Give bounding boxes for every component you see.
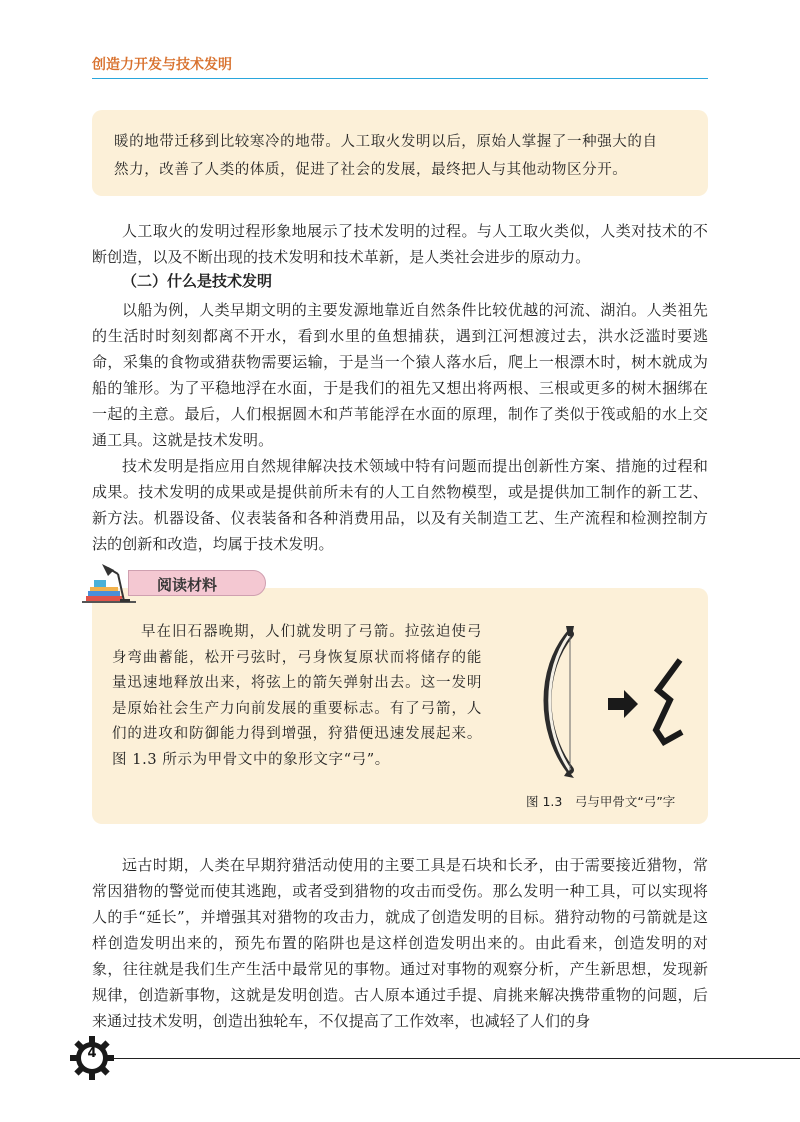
figure-caption: 图 1.3 弓与甲骨文“弓”字 xyxy=(526,794,676,809)
bow-illustration xyxy=(548,626,575,778)
reading-material-header xyxy=(80,560,280,610)
reading-paragraph: 早在旧石器晚期，人们就发明了弓箭。拉弦迫使弓身弯曲蓄能，松开弓弦时，弓身恢复原状而将储存的能量迅速地释放出来，将弦上的箭矢弹射出去。这一发明是原始社会生产力向前发展的重要标志。有了弓箭，人们的进攻和防御能力得到增强，狩猎便迅速发展起来。图 1.3 所示为甲骨文中的象形文字“弓”。 xyxy=(112,624,482,768)
oracle-bone-bow-glyph xyxy=(656,660,682,742)
section-heading: （二）什么是技术发明 xyxy=(122,272,273,290)
reading-material-title: 阅读材料 xyxy=(157,576,218,594)
quote-line-2: 然力，改善了人类的体质，促进了社会的发展，最终把人与其他动物区分开。 xyxy=(114,162,628,178)
reading-material-text xyxy=(112,620,482,773)
continued-quote-box xyxy=(92,110,708,196)
page-number: 4 xyxy=(87,1046,97,1061)
bow-and-oracle-bone-figure xyxy=(530,620,700,790)
paragraph-fire-invention xyxy=(92,218,708,270)
quote-line-1: 暖的地带迁移到比较寒冷的地带。人工取火发明以后，原始人掌握了一种强大的自 xyxy=(114,134,658,150)
paragraph-invention-definition: 技术发明是指应用自然规律解决技术领域中特有问题而提出创新性方案、措施的过程和成果。技术发明的成果或是提供前所未有的人工自然物模型，或是提供加工制作的新工艺、新方法。机器设备、仪表装备和各种消费用品，以及有关制造工艺、生产流程和检测控制方法的创新和改造，均属于技术发明。 xyxy=(92,457,708,553)
arrow-right-icon xyxy=(608,690,638,718)
paragraph-boat-example: 以船为例，人类早期文明的主要发源地靠近自然条件比较优越的河流、湖泊。人类祖先的生活时时刻刻都离不开水，看到水里的鱼想捕获，遇到江河想渡过去，洪水泛滥时要逃命，采集的食物或猎获物需要运输，于是当一个猿人落水后，爬上一根漂木时，树木就成为船的雏形。为了平稳地浮在水面，于是我们的祖先又想出将两根、三根或更多的树木捆绑在一起的主意。最后，人们根据圆木和芦苇能浮在水面的原理，制作了类似于筏或船的水上交通工具。这就是技术发明。 xyxy=(92,301,708,449)
footer-rule xyxy=(92,1058,800,1059)
paragraph-text: 远古时期，人类在早期狩猎活动使用的主要工具是石块和长矛，由于需要接近猎物，常常因猎物的警觉而使其逃跑，或者受到猎物的攻击而受伤。那么发明一种工具，可以实现将人的手“延长”，并增强其对猎物的攻击力，就成了创造发明的目标。猎狩动物的弓箭就是这样创造发明出来的，预先布置的陷阱也是这样创造发明出来的。由此看来，创造发明的对象，往往就是我们生产生活中最常见的事物。通过对事物的观察分析，产生新思想，发现新规律，创造新事物，这就是发明创造。古人原本通过手提、肩挑来解决携带重物的问题，后来通过技术发明，创造出独轮车，不仅提高了工作效率，也减轻了人们的身 xyxy=(92,856,708,1030)
paragraph-group-boat-and-definition xyxy=(92,297,708,557)
header-rule xyxy=(92,78,708,79)
paragraph-bow-and-invention xyxy=(92,852,708,1034)
paragraph-text: 人工取火的发明过程形象地展示了技术发明的过程。与人工取火类似，人类对技术的不断创造，以及不断出现的技术发明和技术革新，是人类社会进步的原动力。 xyxy=(92,222,708,266)
running-header-title: 创造力开发与技术发明 xyxy=(92,57,232,73)
reading-material-label xyxy=(128,570,266,596)
